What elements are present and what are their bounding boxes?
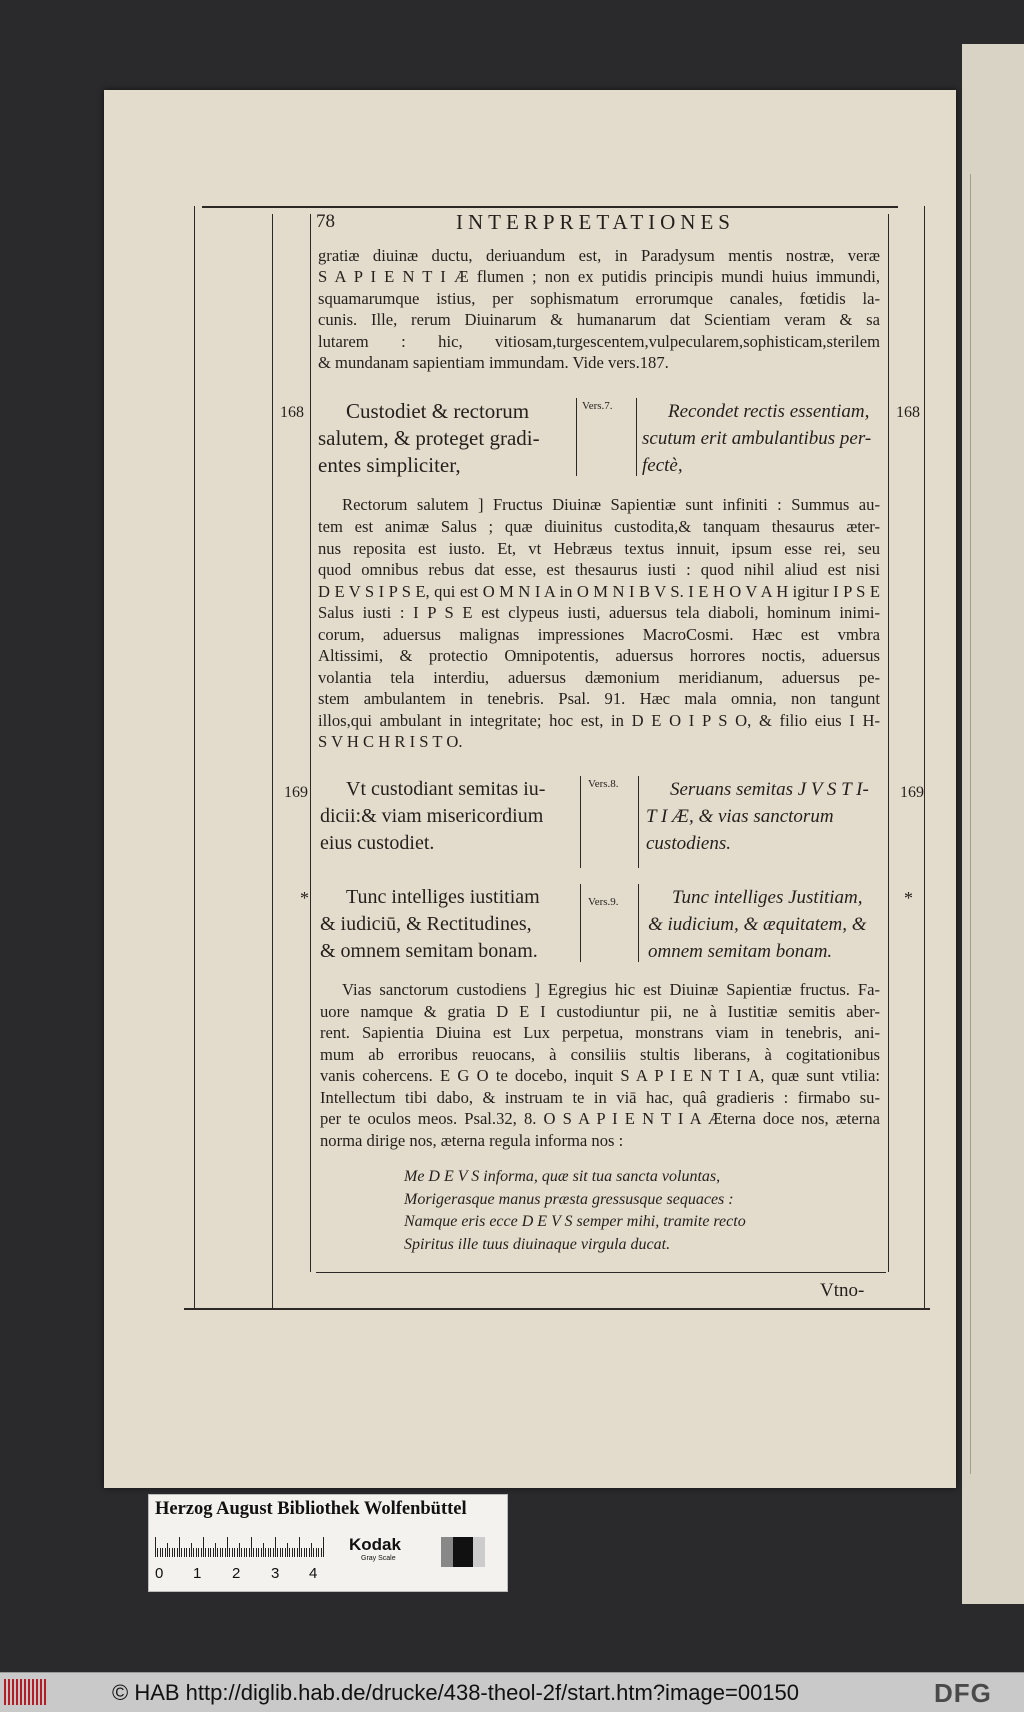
ruler-tick [162,1548,163,1557]
comment-line: corum, aduersus malignas impressiones MacroCosmi. Hæc est vmbra [318,625,880,644]
ruler-tick [309,1548,310,1557]
comment-line: per te oculos meos. Psal.32, 8. O S A P I E N T I A Æterna doce nos, æterna [320,1109,880,1128]
verse-marker-right: * [904,888,913,908]
latin-line: dicii:& viam misericordium [320,805,544,827]
ruler-tick [241,1548,242,1557]
header-rule [202,206,898,208]
ruler-tick [289,1548,290,1557]
kodak-brand: Kodak [349,1535,401,1554]
latin-line: & iudiciū, & Rectitudines, [320,913,532,935]
ruler-tick [157,1548,158,1557]
ruler-tick [318,1548,319,1557]
verse-marker-left: * [300,888,309,908]
ruler-tick [311,1543,312,1557]
ruler-tick [263,1543,264,1557]
column-rule [576,398,577,476]
ruler-tick [256,1548,257,1557]
translation-line: Seruans semitas J V S T I- [670,779,869,800]
ruler-tick [222,1548,223,1557]
poem-line: Me D E V S informa, quæ sit tua sancta voluntas, [404,1168,721,1185]
column-rule [638,776,639,868]
ruler-tick [160,1548,161,1557]
text-right-rule [888,214,889,1272]
ruler-tick [244,1548,245,1557]
ruler-tick [232,1548,233,1557]
vers-label: Vers.8. [588,778,619,790]
margin-left-rule [272,214,273,1310]
vers-label: Vers.9. [588,896,619,908]
translation-line: T I Æ, & vias sanctorum [646,806,834,827]
comment-line: illos,qui ambulant in integritate; hoc est, in D E O I P S O, & filio eius I H- [318,711,880,730]
comment-line: Vias sanctorum custodiens ] Egregius hic est Diuinæ Sapientiæ fructus. Fa- [342,980,880,999]
comment-line: Rectorum salutem ] Fructus Diuinæ Sapientiæ sunt infiniti : Summus au- [342,495,880,514]
ruler-tick [174,1548,175,1557]
comment-line: tem est animæ Salus ; quæ diuinitus custodita,& tanquam thesaurus æter- [318,517,880,536]
intro-line: & mundanam sapientiam immundam. Vide vers.187. [318,353,669,372]
scale-number: 0 [155,1565,164,1582]
hab-logo-icon [4,1679,48,1705]
translation-line: Recondet rectis essentiam, [668,401,870,422]
ruler-tick [237,1548,238,1557]
ruler-tick [258,1548,259,1557]
comment-line: rent. Sapientia Diuina est Lux perpetua, monstrans viam in tenebris, ani- [320,1023,880,1042]
ruler-tick [196,1548,197,1557]
ruler-tick [321,1548,322,1557]
text-left-rule [310,214,311,1272]
latin-line: Tunc intelliges iustitiam [346,886,540,908]
page-number: 78 [316,211,335,232]
scale-number: 3 [271,1565,280,1582]
ruler-tick [277,1548,278,1557]
comment-line: volantia tela interdiu, aduersus dæmonium meridianum, aduersus pe- [318,668,880,687]
scale-label [148,1494,508,1592]
ruler-tick [181,1548,182,1557]
ruler-tick [297,1548,298,1557]
adjacent-page [962,44,1024,1604]
ruler-tick [193,1548,194,1557]
translation-line: & iudicium, & æquitatem, & [648,914,867,935]
bottom-rule [184,1308,930,1310]
column-rule [638,884,639,962]
translation-line: fectè, [642,455,683,476]
ruler-tick [208,1548,209,1557]
intro-line: S A P I E N T I Æ flumen ; non ex putidis principis mundi huius immundi, [318,267,880,286]
ruler-tick [215,1543,216,1557]
comment-line: uore namque & gratia D E I custodiuntur pii, ne à Iustitiæ semitis aber- [320,1002,880,1021]
ruler-tick [234,1548,235,1557]
ruler-tick [270,1548,271,1557]
ruler-tick [253,1548,254,1557]
latin-line: Vt custodiant semitas iu- [346,778,546,800]
ruler-tick [203,1537,204,1557]
ruler-tick [285,1548,286,1557]
outer-right-rule [924,206,925,1310]
ruler-tick [251,1537,252,1557]
ruler-tick [201,1548,202,1557]
ruler-tick [198,1548,199,1557]
comment-line: S V H C H R I S T O. [318,732,463,751]
latin-line: eius custodiet. [320,832,435,854]
ruler-tick [213,1548,214,1557]
column-rule [580,884,581,962]
poem-line: Spiritus ille tuus diuinaque virgula ducat. [404,1236,671,1253]
catchword: Vtno- [820,1280,865,1301]
scale-number: 1 [193,1565,202,1582]
ruler-tick [210,1548,211,1557]
comment-line: Salus iusti : I P S E est clypeus iusti, aduersus tela diaboli, hominum inimi- [318,603,880,622]
intro-line: gratiæ diuinæ ductu, deriuandum est, in Paradysum mentis nostræ, veræ [318,246,880,265]
ruler-tick [294,1548,295,1557]
ruler-tick [189,1548,190,1557]
intro-line: cunis. Ille, rerum Diuinarum & humanarum dat Scientiam veram & sa [318,310,880,329]
ruler-tick [275,1537,276,1557]
footer-bar [0,1672,1024,1712]
comment-line: Altissimi, & protectio Omnipotentis, aduersus horrores noctis, aduersus [318,646,880,665]
ruler-tick [280,1548,281,1557]
ruler-tick [268,1548,269,1557]
ruler-tick [155,1537,156,1557]
latin-line: salutem, & proteget gradi- [318,426,540,450]
translation-line: omnem semitam bonam. [648,941,833,962]
comment-line: stem ambulantem in tenebris. Psal. 91. Hæc mala omnia, non tangunt [318,689,880,708]
translation-line: Tunc intelliges Justitiam, [672,887,863,908]
dfg-logo: DFG [934,1678,992,1708]
ruler-tick [299,1537,300,1557]
ruler-tick [177,1548,178,1557]
gray-scale-caption: Gray Scale [361,1555,396,1562]
column-rule [580,776,581,868]
ruler-tick [172,1548,173,1557]
ruler-tick [229,1548,230,1557]
ruler-tick [225,1548,226,1557]
ruler-tick [186,1548,187,1557]
latin-line: Custodiet & rectorum [346,399,530,423]
ruler-tick [169,1548,170,1557]
ruler-tick [246,1548,247,1557]
comment-line: nus reposita est iusto. Et, vt Hebræus textus innuit, ipsum esse rei, seu [318,539,880,558]
verse-number-left: 169 [284,784,308,801]
light-swatch [473,1537,485,1567]
gray-swatch [441,1537,453,1567]
comment-line: D E V S I P S E, qui est O M N I A in O M N I B V S. I E H O V A H igitur I P S E [318,582,880,601]
column-rule [636,398,637,476]
ruler-tick [249,1548,250,1557]
verse-number-right: 169 [900,784,924,801]
translation-line: scutum erit ambulantibus per- [642,428,872,449]
copyright-link[interactable]: © HAB http://diglib.hab.de/drucke/438-theol-2f/start.htm?image=00150 [112,1680,800,1705]
ruler-tick [205,1548,206,1557]
ruler-tick [167,1543,168,1557]
ruler-tick [179,1537,180,1557]
comment-line: vanis cohercens. E G O te docebo, inquit S A P I E N T I A, quæ sunt vtilia: [320,1066,880,1085]
poem-line: Morigerasque manus præsta gressusque sequaces : [404,1191,734,1208]
ruler-tick [273,1548,274,1557]
outer-left-rule [194,206,195,1310]
poem-line: Namque eris ecce D E V S semper mihi, tramite recto [404,1213,746,1230]
ruler-tick [282,1548,283,1557]
ruler-tick [184,1548,185,1557]
comment-line: Intellectum tibi dabo, & instruam te in viā hac, quâ gradieris : firmabo su- [320,1088,880,1107]
translation-line: custodiens. [646,833,731,854]
latin-line: entes simpliciter, [318,453,461,477]
intro-line: lutarem : hic, vitiosam,turgescentem,vulpecularem,sophisticam,sterilem [318,332,880,351]
ruler-tick [227,1537,228,1557]
verse-number-left: 168 [280,404,304,421]
ruler-tick [287,1543,288,1557]
ruler-tick [301,1548,302,1557]
ruler-tick [261,1548,262,1557]
intro-line: squamarumque istius, per sophismatum errorumque canales, fœtidis la- [318,289,880,308]
ruler-tick [239,1543,240,1557]
ruler-tick [217,1548,218,1557]
black-swatch [453,1537,473,1567]
scale-number: 4 [309,1565,318,1582]
ruler-tick [165,1548,166,1557]
ruler-tick [265,1548,266,1557]
ruler-tick [292,1548,293,1557]
ruler [155,1537,485,1557]
comment-line: norma dirige nos, æterna regula informa nos : [320,1131,624,1150]
ruler-tick [306,1548,307,1557]
ruler-tick [313,1548,314,1557]
comment-line: mum ab erroribus reuocans, à consiliis stultis liberans, à cogitationibus [320,1045,880,1064]
ruler-tick [304,1548,305,1557]
comment-line: quod omnibus rebus dat esse, est thesaurus iusti : quod nihil aliud est nisi [318,560,880,579]
vers-label: Vers.7. [582,400,613,412]
latin-line: & omnem semitam bonam. [320,940,538,962]
library-name: Herzog August Bibliothek Wolfenbüttel [155,1499,467,1519]
ruler-tick [191,1543,192,1557]
footer-rule [316,1272,886,1273]
scale-number: 2 [232,1565,241,1582]
running-head: INTERPRETATIONES [456,210,735,234]
ruler-tick [323,1537,324,1557]
ruler-tick [316,1548,317,1557]
ruler-tick [220,1548,221,1557]
verse-number-right: 168 [896,404,920,421]
